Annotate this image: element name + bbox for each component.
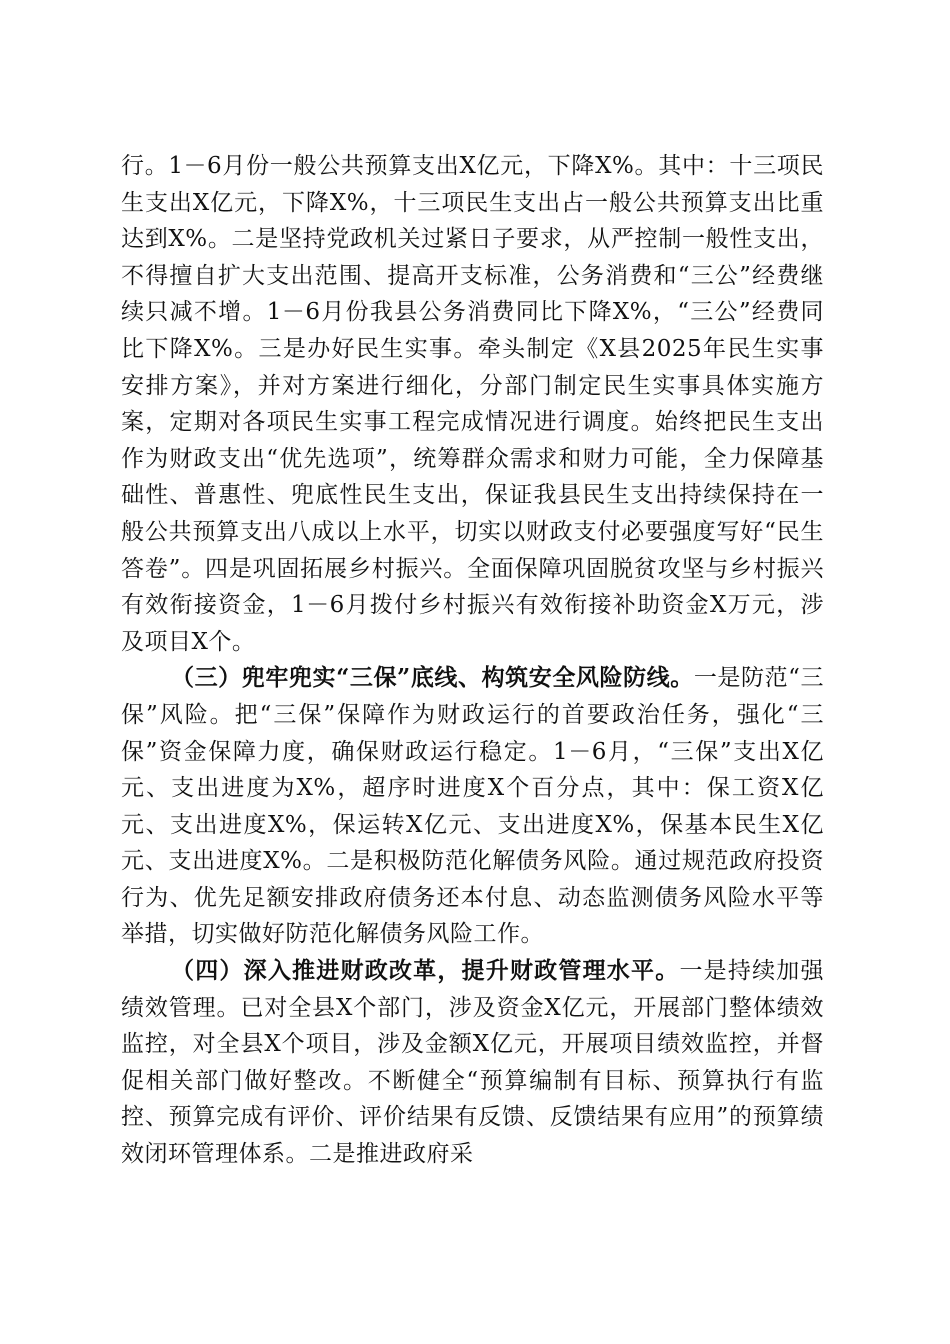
paragraph-continued xyxy=(121,148,824,660)
section-heading: （三）兜牢兜实“三保”底线、构筑安全风险防线。 xyxy=(171,664,694,692)
paragraph-section-4 xyxy=(121,953,824,1173)
paragraph-text: 一是持续加强绩效管理。已对全县X个部门，涉及资金X亿元，开展部门整体绩效监控，对全县X个项目，涉及金额X亿元，开展项目绩效监控，并督促相关部门做好整改。不断健全“预算编制有目标、预算执行有监控、预算完成有评价、评价结果有反馈、反馈结果有应用”的预算绩效闭环管理体系。二是推进政府采 xyxy=(121,958,825,1168)
paragraph-text: 行。1－6月份一般公共预算支出X亿元，下降X%。其中：十三项民生支出X亿元，下降X%，十三项民生支出占一般公共预算支出比重达到X%。二是坚持党政机关过紧日子要求，从严控制一般性支出，不得擅自扩大支出范围、提高开支标准，公务消费和“三公”经费继续只减不增。1－6月份我县公务消费同比下降X%，“三公”经费同比下降X%。三是办好民生实事。牵头制定《X县2025年民生实事安排方案》，并对方案进行细化，分部门制定民生实事具体实施方案，定期对各项民生实事工程完成情况进行调度。始终把民生支出作为财政支出“优先选项”，统筹群众需求和财力可能，全力保障基础性、普惠性、兜底性民生支出，保证我县民生支出持续保持在一般公共预算支出八成以上水平，切实以财政支付必要强度写好“民生答卷”。四是巩固拓展乡村振兴。全面保障巩固脱贫攻坚与乡村振兴有效衔接资金，1－6月拨付乡村振兴有效衔接补助资金X万元，涉及项目X个。 xyxy=(121,153,824,655)
paragraph-text: 一是防范“三保”风险。把“三保”保障作为财政运行的首要政治任务，强化“三保”资金保障力度，确保财政运行稳定。1－6月，“三保”支出X亿元、支出进度为X%，超序时进度X个百分点，其中：保工资X亿元、支出进度X%，保运转X亿元、支出进度X%，保基本民生X亿元、支出进度X%。二是积极防范化解债务风险。通过规范政府投资行为、优先足额安排政府债务还本付息、动态监测债务风险水平等举措，切实做好防范化解债务风险工作。 xyxy=(121,665,824,948)
paragraph-section-3 xyxy=(121,660,824,953)
document-body xyxy=(121,148,824,1173)
section-heading: （四）深入推进财政改革，提升财政管理水平。 xyxy=(171,957,680,985)
